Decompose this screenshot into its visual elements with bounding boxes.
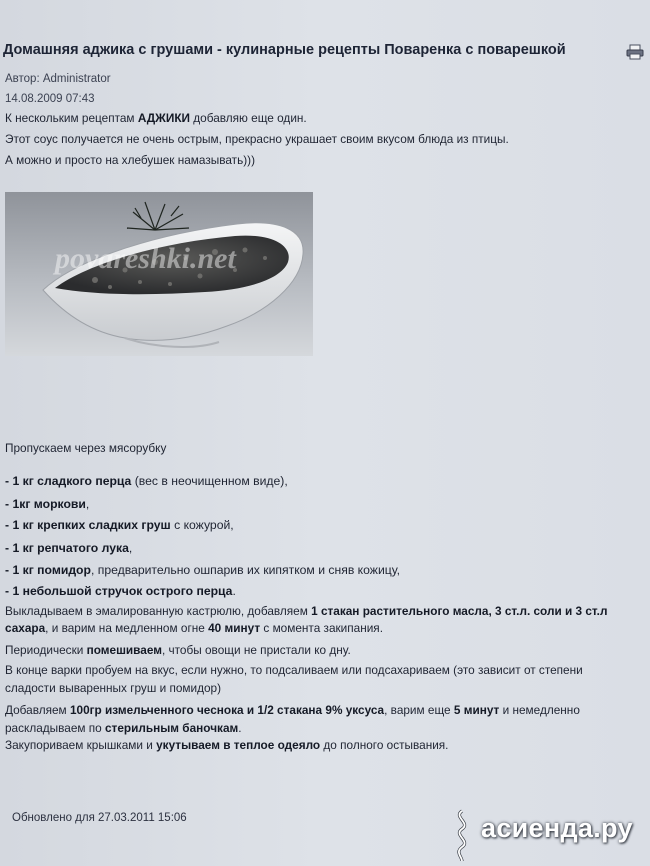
intro-line-3: А можно и просто на хлебушек намазывать))) <box>5 153 256 167</box>
adjika-bowl-illustration <box>5 192 313 356</box>
site-watermark <box>445 805 650 866</box>
hacienda-logo-icon <box>447 807 477 863</box>
intro-line-1: К нескольким рецептам АДЖИКИ добавляю еще один. <box>5 111 307 125</box>
step-1-line-2: сахара, и варим на медленном огне 40 минут с момента закипания. <box>5 621 383 635</box>
step-3-line-2: сладости вываренных груш и помидор) <box>5 681 222 695</box>
step-2: Периодически помешиваем, чтобы овощи не пристали ко дну. <box>5 643 351 657</box>
logo-text: асиенда.ру <box>481 813 633 843</box>
step-5: Закупориваем крышками и укутываем в теплое одеяло до полного остывания. <box>5 738 449 752</box>
photo-watermark: povareshki.net <box>55 242 236 275</box>
ingredient-3: - 1 кг крепких сладких груш с кожурой, <box>5 518 234 532</box>
updated-date: Обновлено для 27.03.2011 15:06 <box>12 812 187 824</box>
ingredient-5: - 1 кг помидор, предварительно ошпарив их кипятком и сняв кожицу, <box>5 563 400 577</box>
step-4-line-1: Добавляем 100гр измельченного чеснока и 1/2 стакана 9% уксуса, варим еще 5 минут и немедленно <box>5 703 580 717</box>
intro-line-2: Этот соус получается не очень острым, прекрасно украшает своим вкусом блюда из птицы. <box>5 132 509 146</box>
recipe-photo <box>5 192 313 356</box>
step-1-line-1: Выкладываем в эмалированную кастрюлю, добавляем 1 стакан растительного масла, 3 ст.л. соли и 3 ст.л <box>5 604 608 618</box>
ingredient-4: - 1 кг репчатого лука, <box>5 541 133 555</box>
article-title[interactable]: Домашняя аджика с грушами - кулинарные рецепты Поваренка с поварешкой <box>3 42 566 58</box>
grind-heading: Пропускаем через мясорубку <box>5 441 167 455</box>
ingredient-1: - 1 кг сладкого перца (вес в неочищенном виде), <box>5 474 288 488</box>
article-author: Автор: Administrator <box>5 73 111 85</box>
step-4-line-2: раскладываем по стерильным баночкам. <box>5 721 242 735</box>
article-date: 14.08.2009 07:43 <box>5 93 95 105</box>
ingredient-2: - 1кг моркови, <box>5 497 90 511</box>
ingredient-6: - 1 небольшой стручок острого перца. <box>5 584 236 598</box>
step-3-line-1: В конце варки пробуем на вкус, если нужно, то подсаливаем или подсахариваем (это зависит от степени <box>5 663 583 677</box>
print-icon[interactable] <box>626 44 644 60</box>
